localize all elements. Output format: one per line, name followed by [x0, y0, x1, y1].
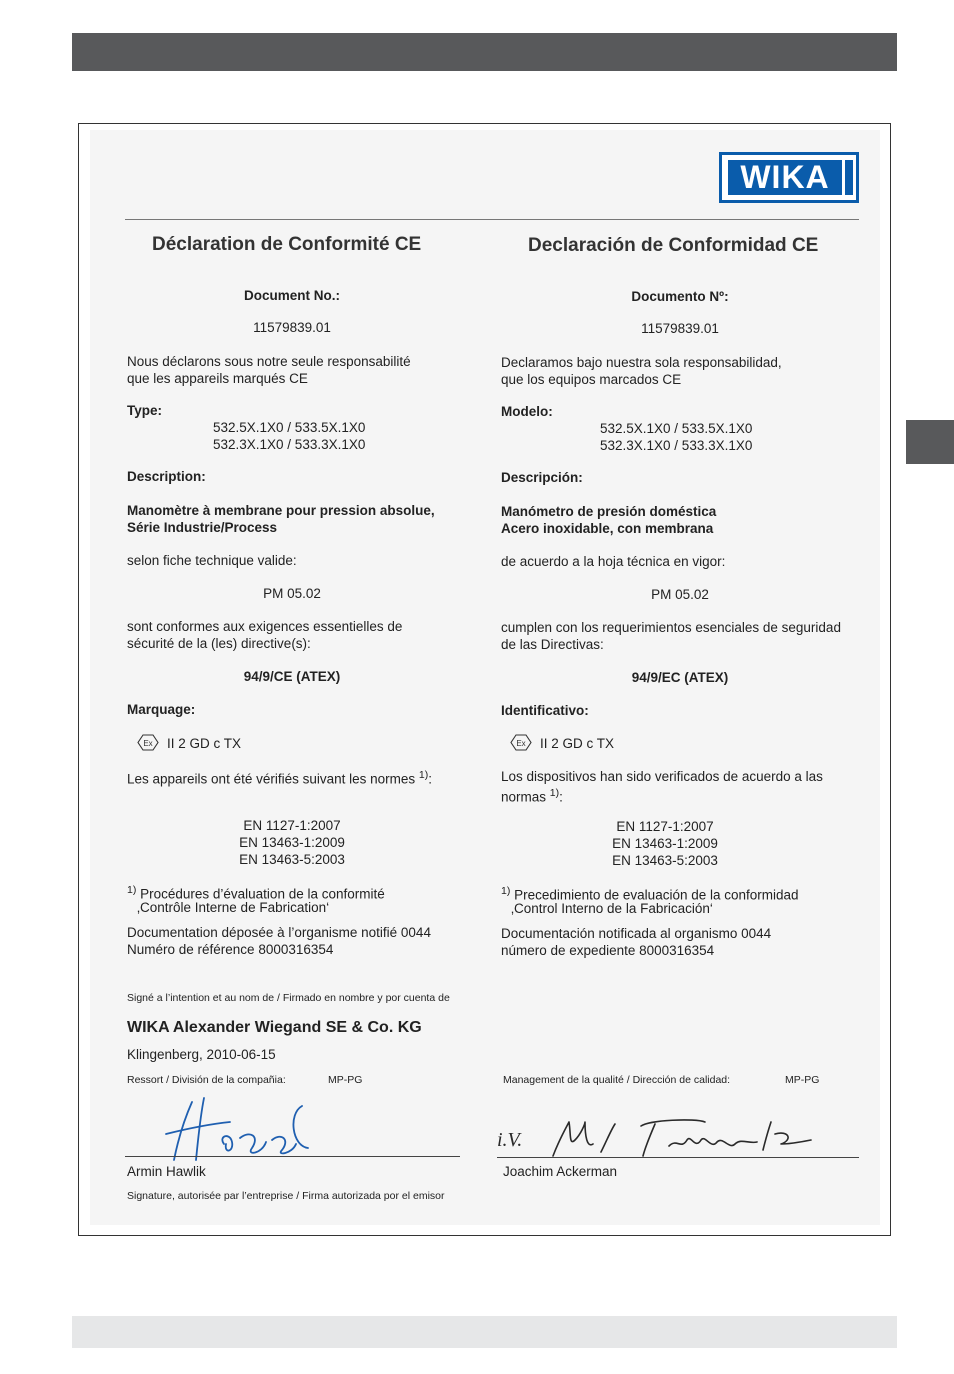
right-procedure-mark: 1) [501, 885, 511, 897]
left-signature-line [125, 1156, 460, 1157]
left-description-1: Manomètre à membrane pour pression absolue, [127, 503, 435, 518]
right-verified-1: Los dispositivos han sido verificados de acuerdo a las [501, 769, 823, 784]
left-intro-2: que les appareils marqués CE [127, 371, 308, 386]
left-documentation-1: Documentation déposée à l’organisme notifié 0044 [127, 925, 431, 940]
ex-hexagon-icon [137, 734, 159, 751]
right-verified-text: normas [501, 789, 547, 805]
left-footnote-mark: 1) [418, 769, 429, 781]
left-norm-1: EN 1127-1:2007 [243, 818, 341, 833]
right-role: Management de la qualité / Dirección de calidad: [503, 1074, 731, 1086]
left-conform-2: sécurité de la (les) directive(s): [127, 636, 311, 651]
left-procedure-2: ‚Contrôle Interne de Fabrication‘ [137, 900, 330, 915]
right-model-1: 532.5X.1X0 / 533.5X.1X0 [600, 421, 753, 436]
signing-intent: Signé a l’intention et au nom de / Firmado en nombre y por cuenta de [127, 992, 450, 1004]
right-directive: 94/9/EC (ATEX) [631, 670, 729, 685]
left-conform-1: sont conformes aux exigences essentielles de [127, 619, 403, 634]
right-description-2: Acero inoxidable, con membrana [501, 521, 714, 536]
right-type-label: Modelo: [501, 404, 553, 419]
left-description-2: Série Industrie/Process [127, 520, 278, 535]
right-datasheet: PM 05.02 [651, 587, 709, 602]
left-model-2: 532.3X.1X0 / 533.3X.1X0 [213, 437, 366, 452]
right-doc-label: Documento Nº: [631, 289, 729, 304]
left-department: MP-PG [328, 1074, 363, 1086]
right-signer: Joachim Ackerman [503, 1164, 618, 1179]
left-procedure-mark: 1) [127, 884, 137, 896]
svg-text:Ex: Ex [143, 739, 153, 748]
wika-logo-bar [845, 160, 853, 195]
left-marking-label: Marquage: [127, 702, 196, 717]
right-description-label: Descripción: [501, 470, 583, 485]
right-procedure-text: Precedimiento de evaluación de la conformidad [514, 887, 799, 903]
left-doc-label: Document No.: [244, 288, 340, 303]
left-directive: 94/9/CE (ATEX) [243, 669, 341, 684]
header-rule [125, 219, 859, 220]
left-datasheet-text: selon fiche technique valide: [127, 553, 297, 568]
right-footnote-mark: 1) [549, 787, 560, 799]
right-department: MP-PG [785, 1074, 820, 1086]
left-datasheet: PM 05.02 [263, 586, 321, 601]
right-norm-3: EN 13463-5:2003 [612, 853, 718, 868]
left-norm-2: EN 13463-1:2009 [239, 835, 345, 850]
left-intro-1: Nous déclarons sous notre seule responsabilité [127, 354, 411, 369]
right-intro-2: que los equipos marcados CE [501, 372, 682, 387]
wika-logo-text: WIKA [728, 160, 842, 195]
right-documentation-2: número de expediente 8000316354 [501, 943, 715, 958]
right-procedure-2: ‚Control Interno de la Fabricación‘ [511, 901, 713, 916]
company-name: WIKA Alexander Wiegand SE & Co. KG [127, 1019, 422, 1036]
right-signature-prefix: i.V. [497, 1129, 523, 1151]
svg-text:Ex: Ex [516, 739, 526, 748]
right-signature-line [497, 1157, 859, 1158]
left-doc-number: 11579839.01 [253, 320, 331, 335]
left-role: Ressort / División de la compañia: [127, 1074, 286, 1086]
section-side-tab [906, 420, 954, 464]
left-marking: II 2 GD c TX [167, 736, 242, 751]
left-norm-3: EN 13463-5:2003 [239, 852, 345, 867]
right-datasheet-text: de acuerdo a la hoja técnica en vigor: [501, 554, 726, 569]
right-description-1: Manómetro de presión doméstica [501, 504, 717, 519]
right-model-2: 532.3X.1X0 / 533.3X.1X0 [600, 438, 753, 453]
right-documentation-1: Documentación notificada al organismo 0044 [501, 926, 772, 941]
left-description-label: Description: [127, 469, 206, 484]
left-verified-text: Les appareils ont été vérifiés suivant les normes [127, 771, 416, 787]
right-marking: II 2 GD c TX [540, 736, 615, 751]
left-signer: Armin Hawlik [127, 1164, 206, 1179]
left-model-1: 532.5X.1X0 / 533.5X.1X0 [213, 420, 366, 435]
left-title: Déclaration de Conformité CE [152, 234, 422, 255]
right-verified-2: normas $^{1)}$: [501, 787, 563, 805]
right-title: Declaración de Conformidad CE [528, 235, 819, 256]
authorization-note: Signature, autorisée par l’entreprise / Firma autorizada por el emisor [127, 1190, 445, 1202]
right-conform-1: cumplen con los requerimientos esenciales de seguridad [501, 620, 841, 635]
page-footer-bar [72, 1316, 897, 1348]
right-conform-2: de las Directivas: [501, 637, 604, 652]
left-procedure-text: Procédures d’évaluation de la conformité [140, 886, 385, 902]
right-norm-1: EN 1127-1:2007 [616, 819, 714, 834]
wika-logo [719, 152, 859, 203]
right-doc-number: 11579839.01 [641, 321, 719, 336]
right-norm-2: EN 13463-1:2009 [612, 836, 718, 851]
left-type-label: Type: [127, 403, 163, 418]
place-date: Klingenberg, 2010-06-15 [127, 1047, 276, 1062]
page-header-bar [72, 33, 897, 71]
ex-hexagon-icon [510, 734, 532, 751]
left-verified: Les appareils ont été vérifiés suivant les normes $^{1)}$: [127, 769, 433, 787]
right-marking-label: Identificativo: [501, 703, 589, 718]
left-documentation-2: Numéro de référence 8000316354 [127, 942, 334, 957]
right-intro-1: Declaramos bajo nuestra sola responsabilidad, [501, 355, 782, 370]
